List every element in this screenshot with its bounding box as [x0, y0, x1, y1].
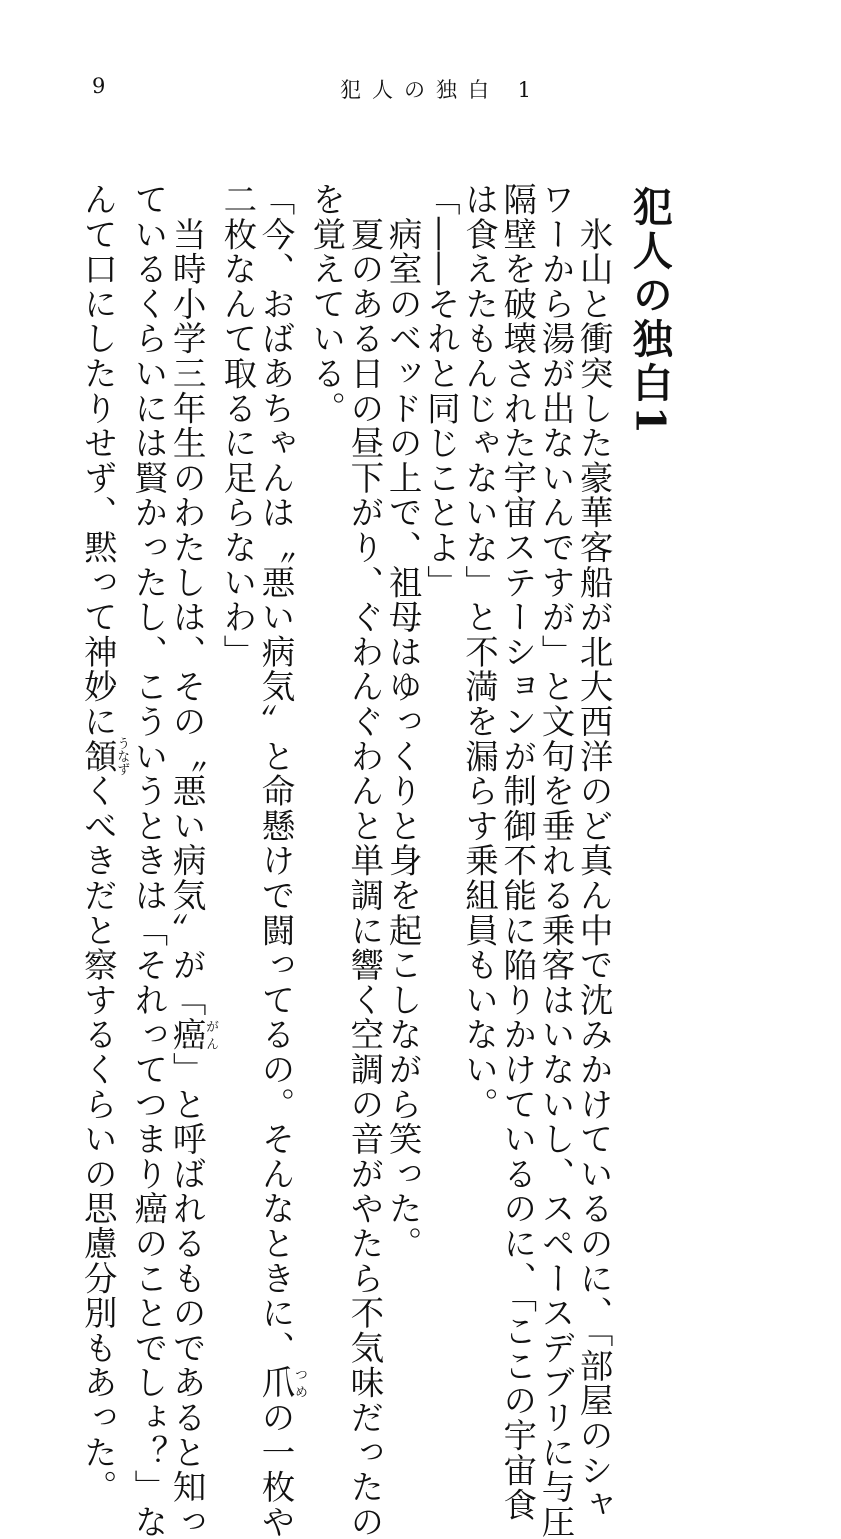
ruby-tsume — [256, 1365, 308, 1401]
page-number: 9 — [92, 74, 107, 98]
ruby-tsume-base: 爪 — [256, 1365, 296, 1401]
text-column-11 — [167, 182, 219, 1539]
text-column-11-start: 当時小学三年生のわたしは、その〝悪い病気〟が「 — [167, 182, 207, 1018]
text-column-1: 氷山と衝突した豪華客船が北大西洋のど真ん中で沈みかけているのに、「部屋のシャ — [574, 182, 614, 1523]
running-header: 犯人の独白 1 — [340, 78, 543, 102]
ruby-unazu-reading: うなず — [114, 736, 130, 776]
ruby-tsume-reading: つめ — [292, 1365, 308, 1401]
text-column-11-end: 」と呼ばれるものであると知っ — [167, 1052, 207, 1539]
text-column-3: 隔壁を破壊された宇宙ステーションが制御不能に陥りかけているのに、「ここの宇宙食 — [497, 182, 537, 1523]
ruby-gan — [167, 1017, 219, 1053]
text-column-10: 二枚なんて取るに足らないわ」 — [217, 182, 257, 670]
text-column-7: 夏のある日の昼下がり、ぐわんぐわんと単調に響く空調の音がやたら不気味だったの — [344, 182, 384, 1539]
text-column-13-start: んて口にしたりせず、黙って神妙に — [78, 182, 118, 739]
text-column-12: ているくらいには賢かったし、こういうときは「それってつまり癌のことでしょ？」な — [128, 182, 168, 1539]
text-column-13-end: くべきだと察するくらいの思慮分別もあった。 — [78, 773, 118, 1505]
text-column-13 — [78, 182, 130, 1505]
text-column-4: は食えたもんじゃないな」と不満を漏らす乗組員もいない。 — [459, 182, 499, 1122]
text-column-5: 「――それと同じことよ」 — [421, 182, 461, 600]
text-column-9-start: 「今、おばあちゃんは〝悪い病気〟と命懸けで闘ってるの。そんなときに、 — [256, 182, 296, 1366]
body-text — [78, 182, 674, 1539]
text-column-9 — [256, 182, 308, 1539]
ruby-gan-reading: がん — [203, 1017, 219, 1053]
text-column-9-end: の一枚や — [256, 1400, 296, 1539]
text-column-6: 病室のベッドの上で、祖母はゆっくりと身を起こしながら笑った。 — [383, 182, 423, 1261]
ruby-unazu-base: 頷 — [78, 736, 118, 776]
text-column-2: ワーから湯が出ないんですが」と文句を垂れる乗客はいないし、スペースデブリに与圧 — [535, 182, 575, 1539]
chapter-title: 犯人の独白1 — [626, 186, 674, 438]
ruby-gan-base: 癌 — [167, 1017, 207, 1053]
text-column-8: を覚えている。 — [306, 182, 346, 426]
ruby-unazu — [78, 736, 130, 776]
